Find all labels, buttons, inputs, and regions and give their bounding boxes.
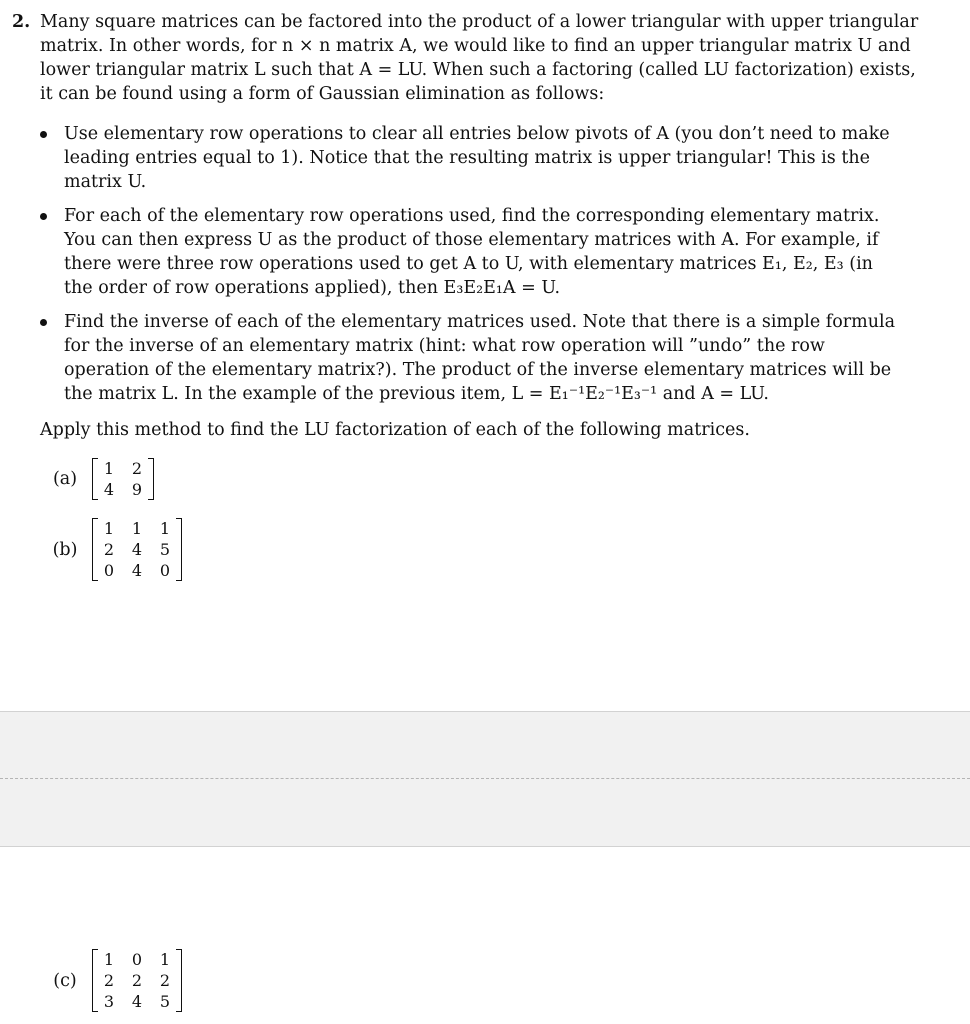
step-elementary-matrices: For each of the elementary row operations used, find the corresponding elementary matrix. You can then express U as the product of those elementary matrices with A. For example, if there were three row operations used to get A to U, with elementary matrices E₁, E₂, E₃ (in the order of row operations applied), then E₃E₂E₁A = U. [64, 204, 904, 300]
matrix-a-cell: 2 [131, 459, 143, 478]
matrix-b-cell: 0 [103, 561, 115, 580]
matrix-a-cell: 9 [131, 480, 143, 499]
matrix-b-cell: 4 [131, 561, 143, 580]
problem-2 [12, 10, 932, 442]
apply-instruction: Apply this method to find the LU factorization of each of the following matrices. [40, 420, 750, 440]
matrix-c-cell: 2 [103, 971, 115, 990]
matrix-c-row [46, 949, 182, 1012]
matrix-b-cell: 0 [159, 561, 171, 580]
matrix-b-cell: 1 [131, 519, 143, 538]
matrix-b-cell: 4 [131, 540, 143, 559]
matrix-b-label: (b) [52, 539, 78, 560]
matrix-c-cell: 1 [103, 950, 115, 969]
divider-dashed-line [0, 778, 970, 779]
intro-text: Many square matrices can be factored into the product of a lower triangular with upper triangular matrix. In other words, for n × n matrix A, we would like to find an upper triangular matrix U and lower triangular matrix L such that A = LU. When such a factoring (called LU factorization) exists, it can be found using a form of Gaussian elimination as follows: [40, 12, 919, 104]
matrix-b-cell: 1 [103, 519, 115, 538]
matrix-c-label: (c) [53, 970, 77, 991]
section-divider [0, 711, 970, 847]
matrix-c-cell: 4 [131, 992, 143, 1011]
matrix-a-label: (a) [52, 469, 78, 489]
matrix-c-cell: 2 [159, 971, 171, 990]
matrix-a-cell: 1 [103, 459, 115, 478]
matrix-b-cell: 1 [159, 519, 171, 538]
problem-intro [12, 10, 932, 106]
matrix-c [92, 949, 182, 1012]
matrix-b-cell: 2 [103, 540, 115, 559]
matrix-c-cell: 3 [103, 992, 115, 1011]
matrix-c-cell: 0 [131, 950, 143, 969]
matrix-c-cell: 5 [159, 992, 171, 1011]
matrix-c-cell: 2 [131, 971, 143, 990]
matrix-a [92, 458, 154, 500]
matrix-a-row [46, 458, 154, 500]
step-inverse-matrices: Find the inverse of each of the elementary matrices used. Note that there is a simple formula for the inverse of an elementary matrix (hint: what row operation will ”undo” the row operation of the elementary matrix?). The product of the inverse elementary matrices will be the matrix L. In the example of the previous item, L = E₁⁻¹E₂⁻¹E₃⁻¹ and A = LU. [64, 310, 904, 406]
matrix-b-row [46, 518, 182, 581]
matrix-b-cell: 5 [159, 540, 171, 559]
matrix-c-cell: 1 [159, 950, 171, 969]
matrix-a-cell: 4 [103, 480, 115, 499]
matrix-b [92, 518, 182, 581]
step-clear-pivots: Use elementary row operations to clear all entries below pivots of A (you don’t need to make leading entries equal to 1). Notice that the resulting matrix is upper triangular! This is the matrix U. [64, 122, 904, 194]
method-steps [12, 122, 932, 406]
problem-number: 2. [12, 12, 31, 32]
